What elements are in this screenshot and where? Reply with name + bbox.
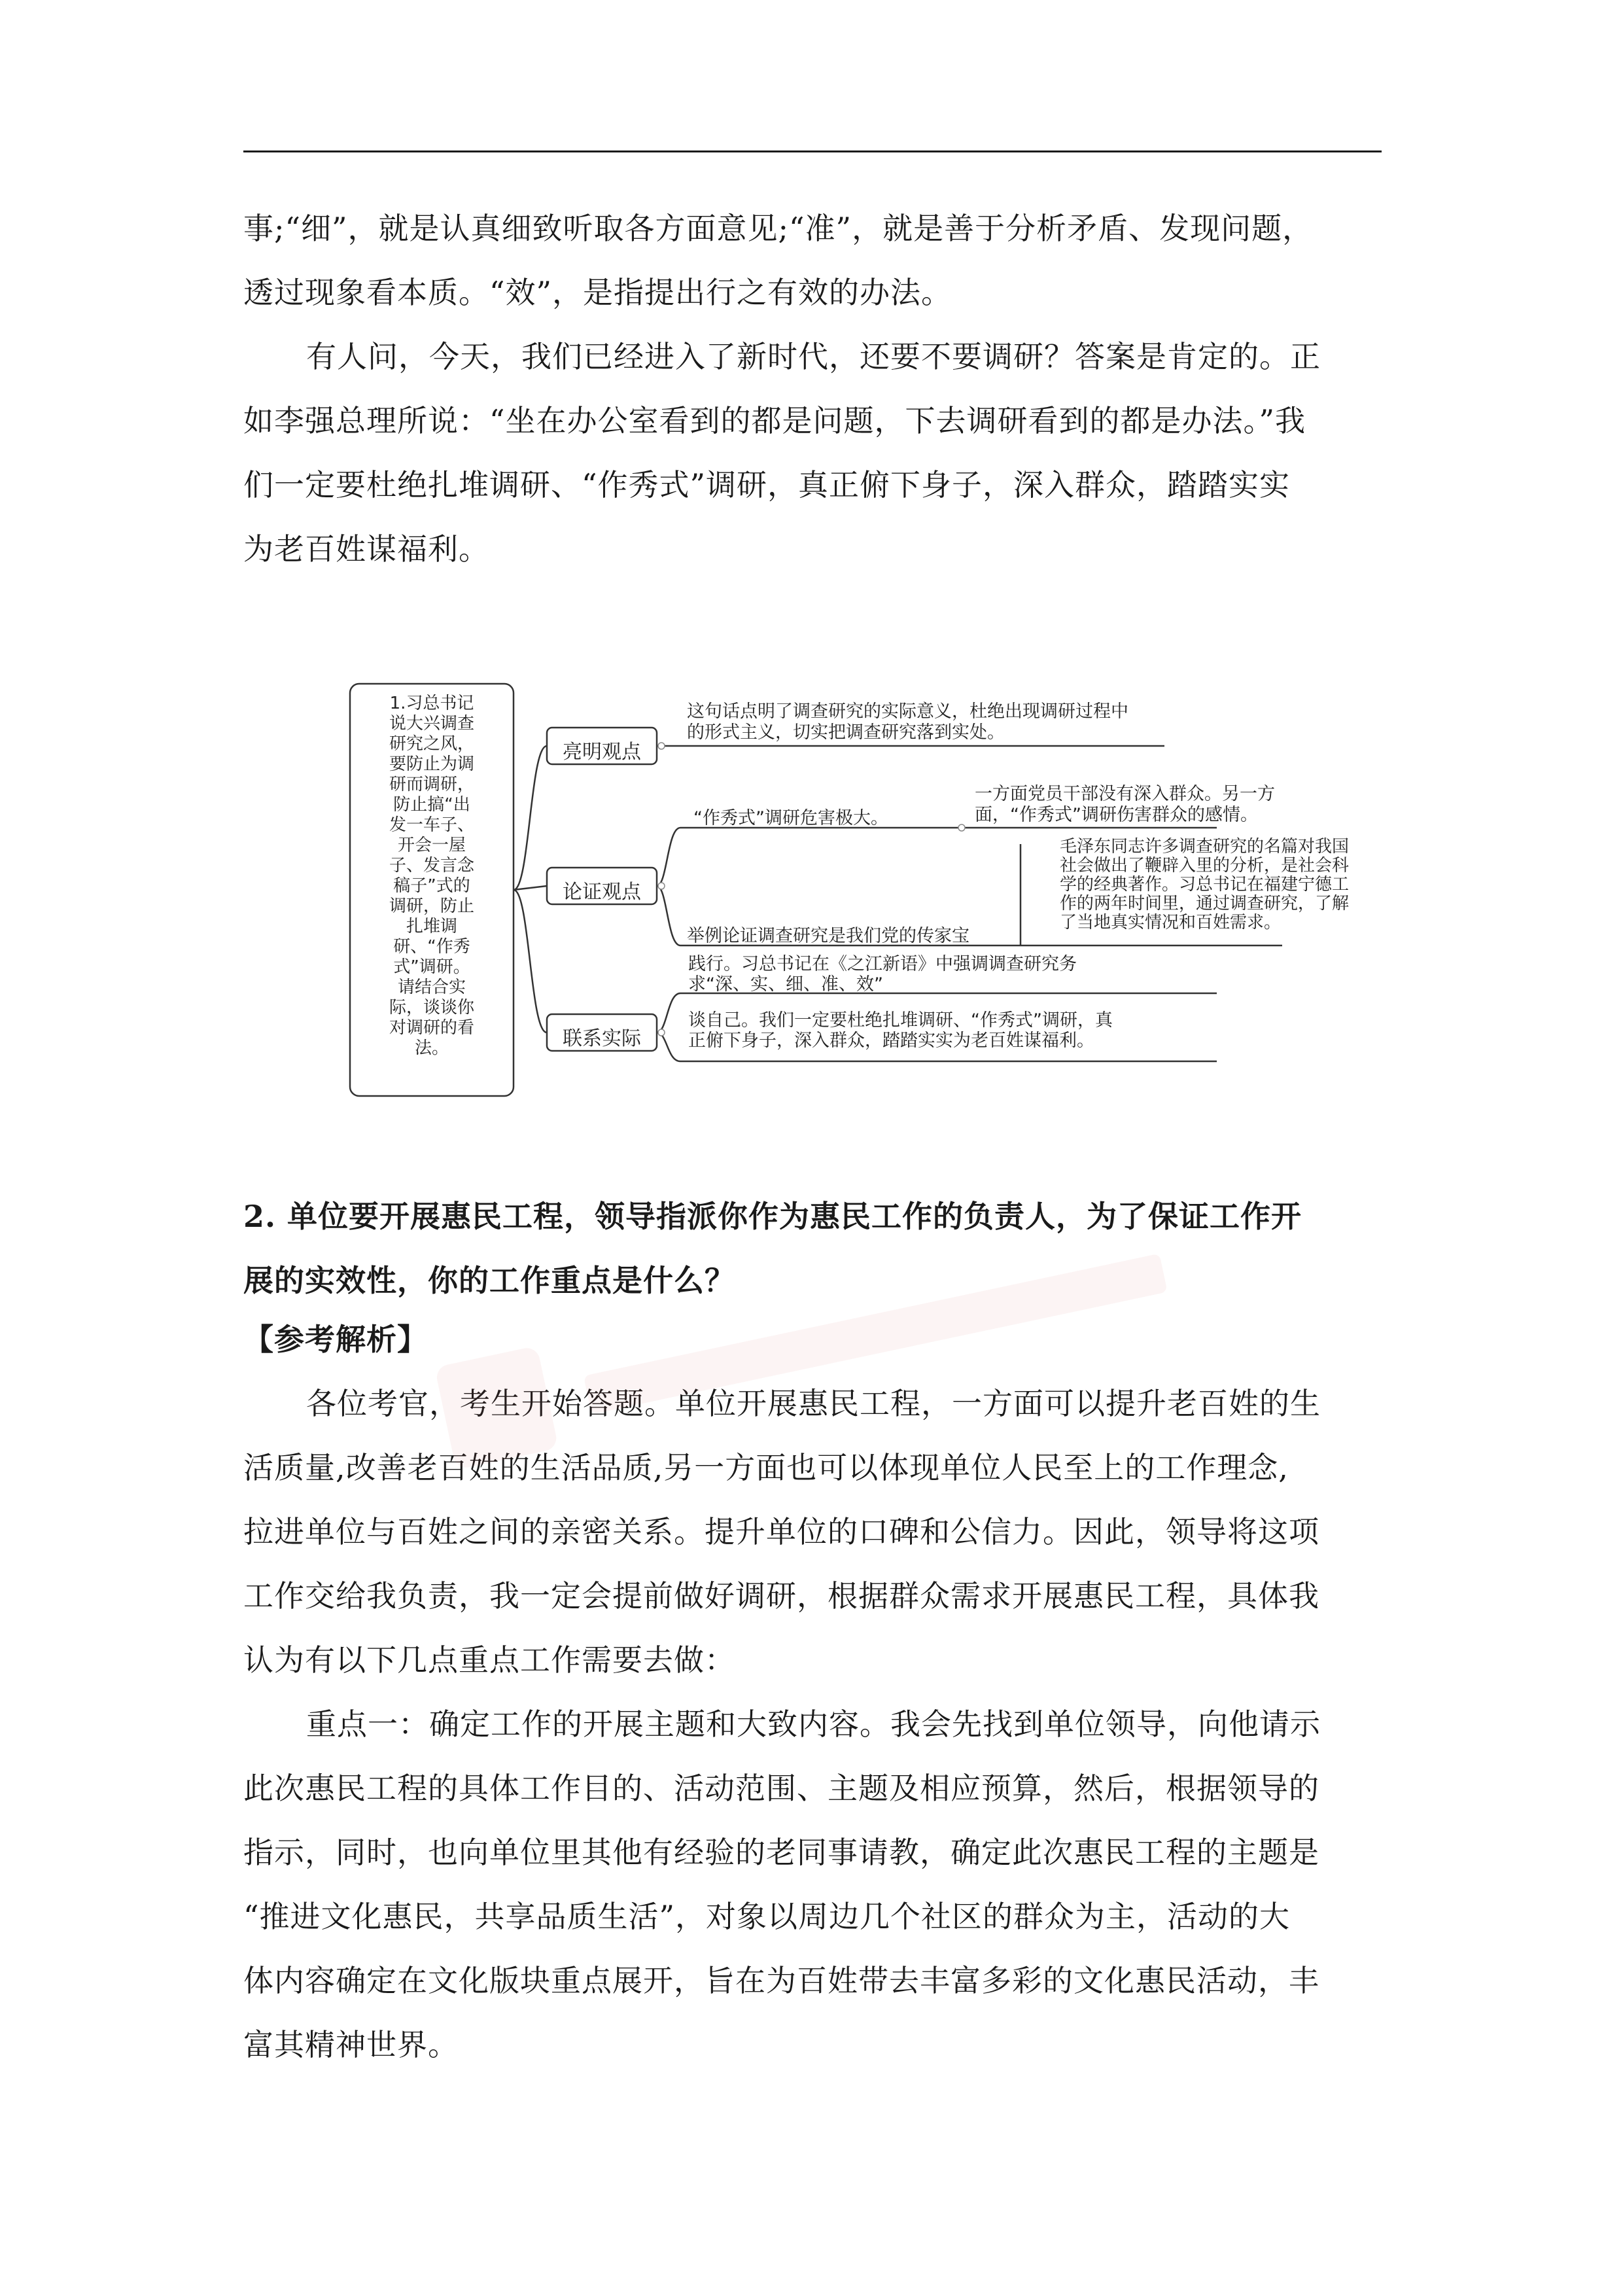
text-line: 为老百姓谋福利。 (243, 531, 489, 567)
root-line: 调研，防止 (389, 896, 474, 916)
text-line: 透过现象看本质。“效”，是指提出行之有效的办法。 (243, 275, 952, 310)
text-line: 工作交给我负责，我一定会提前做好调研，根据群众需求开展惠民工程，具体我 (243, 1578, 1319, 1614)
header-rule (243, 150, 1382, 152)
root-line: 1.习总书记 (389, 694, 474, 713)
text-line: 重点一：确定工作的开展主题和大致内容。我会先找到单位领导，向他请示 (306, 1706, 1321, 1742)
root-line: 式”调研。 (393, 957, 470, 977)
root-line: 请结合实 (397, 978, 466, 997)
text-line: 展的实效性，你的工作重点是什么？ (243, 1263, 735, 1298)
text-line: 们一定要杜绝扎堆调研、“作秀式”调研，真正俯下身子，深入群众，踏踏实实 (243, 467, 1291, 503)
node-liangming: 亮明观点 (563, 741, 641, 764)
detail-line: 一方面党员干部没有深入群众。另一方 (975, 784, 1275, 804)
node-lunzheng: 论证观点 (563, 881, 641, 904)
text-line: 富其精神世界。 (243, 2027, 459, 2062)
text-line: 体内容确定在文化版块重点展开，旨在为百姓带去丰富多彩的文化惠民活动，丰 (243, 1963, 1319, 1998)
root-line: 研究之风， (389, 734, 474, 754)
root-line: 法。 (414, 1038, 449, 1058)
root-line: 发一车子、 (389, 815, 474, 835)
detail-line: 的形式主义，切实把调查研究落到实处。 (687, 722, 1005, 743)
lx-sub2 (688, 1010, 1113, 1051)
detail-line: 谈自己。我们一定要杜绝扎堆调研、“作秀式”调研，真 (688, 1010, 1113, 1031)
root-line: 扎堆调 (406, 917, 457, 936)
root-line: 说大兴调查 (389, 714, 474, 733)
detail-line: 正俯下身子，深入群众，踏踏实实为老百姓谋福利。 (688, 1031, 1094, 1051)
detail-line: 作的两年时间里，通过调查研究，了解 (1060, 894, 1350, 913)
text-line: 有人问，今天，我们已经进入了新时代，还要不要调研？答案是肯定的。正 (306, 339, 1321, 374)
root-line: 防止搞“出 (393, 795, 470, 815)
root-line: 要防止为调 (389, 754, 474, 774)
root-line: 研、“作秀 (393, 937, 470, 957)
paragraph-continuation (243, 196, 1382, 325)
detail-line: 面，“作秀式”调研伤害群众的感情。 (975, 805, 1258, 825)
text-line: 拉进单位与百姓之间的亲密关系。提升单位的口碑和公信力。因此，领导将这项 (243, 1514, 1319, 1549)
lz-sub2: 举例论证调查研究是我们党的传家宝 (687, 926, 969, 946)
detail-line: 求“深、实、细、准、效” (688, 974, 883, 995)
liangming-detail (687, 701, 1128, 743)
detail-line: 毛泽东同志许多调查研究的名篇对我国 (1060, 837, 1350, 857)
lx-sub1 (688, 954, 1077, 995)
root-line: 际，谈谈你 (389, 998, 474, 1017)
lz-sub2-detail (1060, 838, 1349, 932)
detail-line: 学的经典著作。习总书记在福建宁德工 (1060, 875, 1350, 894)
text-line: 事;“细”，就是认真细致听取各方面意见;“准”，就是善于分析矛盾、发现问题， (243, 211, 1314, 246)
paragraph-answer-intro (243, 1371, 1382, 1692)
text-line: 2. 单位要开展惠民工程，领导指派你作为惠民工作的负责人，为了保证工作开 (243, 1199, 1302, 1234)
root-line: 开会一屋 (397, 836, 466, 855)
root-line: 研而调研， (389, 775, 474, 794)
text-line: 活质量,改善老百姓的生活品质,另一方面也可以体现单位人民至上的工作理念, (243, 1450, 1289, 1485)
detail-line: 社会做出了鞭辟入里的分析，是社会科 (1060, 856, 1350, 875)
root-line: 稿子”式的 (393, 876, 470, 896)
detail-line: 了当地真实情况和百姓需求。 (1060, 913, 1282, 932)
analysis-heading: 【参考解析】 (243, 1322, 428, 1357)
node-lianxi: 联系实际 (563, 1027, 641, 1050)
text-line: 如李强总理所说：“坐在办公室看到的都是问题，下去调研看到的都是办法。”我 (243, 403, 1306, 438)
text-line: 此次惠民工程的具体工作目的、活动范围、主题及相应预算，然后，根据领导的 (243, 1771, 1319, 1806)
root-line: 子、发言念 (389, 856, 474, 875)
lz-sub1-detail (975, 784, 1275, 826)
mindmap-root-text (350, 694, 514, 1059)
text-line: “推进文化惠民，共享品质生活”，对象以周边几个社区的群众为主，活动的大 (243, 1899, 1291, 1934)
root-line: 对调研的看 (389, 1018, 474, 1038)
lz-sub1: “作秀式”调研危害极大。 (693, 808, 888, 828)
question-2 (243, 1184, 1382, 1313)
detail-line: 践行。习总书记在《之江新语》中强调调查研究务 (688, 954, 1077, 974)
detail-line: 这句话点明了调查研究的实际意义，杜绝出现调研过程中 (687, 701, 1128, 722)
text-line: 各位考官，考生开始答题。单位开展惠民工程，一方面可以提升老百姓的生 (306, 1386, 1321, 1421)
paragraph-key-point-1 (243, 1692, 1382, 2077)
text-line: 指示，同时，也向单位里其他有经验的老同事请教，确定此次惠民工程的主题是 (243, 1835, 1319, 1870)
text-line: 认为有以下几点重点工作需要去做： (243, 1642, 735, 1678)
paragraph-new-era (243, 325, 1382, 581)
